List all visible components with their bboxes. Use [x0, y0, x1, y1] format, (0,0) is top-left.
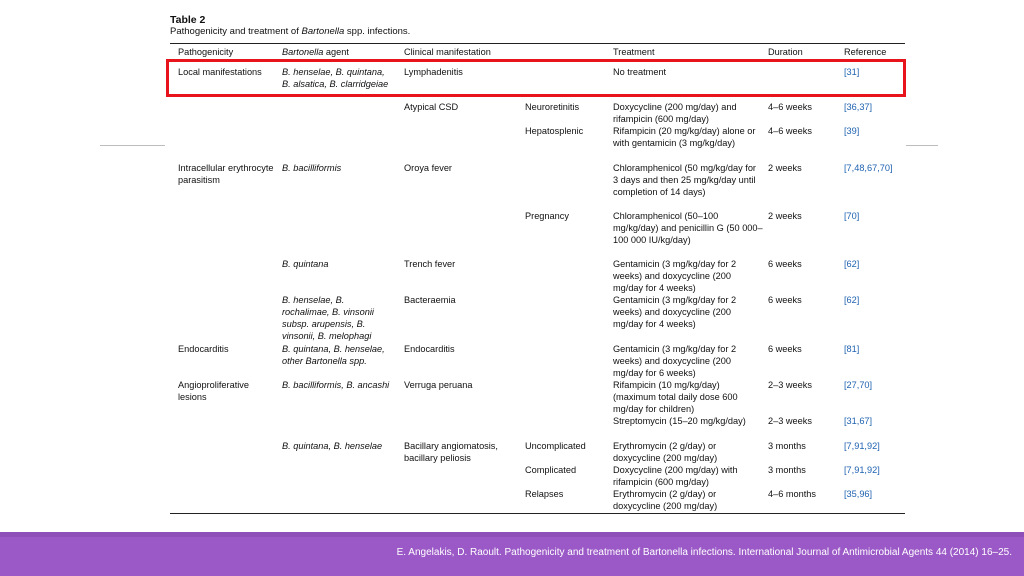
- cell-subtype: Complicated: [525, 465, 577, 475]
- header-duration: Duration: [768, 47, 803, 57]
- header-reference: Reference: [844, 47, 887, 57]
- cell-reference[interactable]: [70]: [844, 211, 860, 221]
- cell-reference[interactable]: [81]: [844, 344, 860, 354]
- cell-reference[interactable]: [7,91,92]: [844, 465, 880, 475]
- cell-duration: 4–6 weeks: [768, 102, 812, 112]
- cell-subtype: Pregnancy: [525, 211, 569, 221]
- footer-strip: [0, 532, 1024, 537]
- cell-treatment: Gentamicin (3 mg/kg/day for 2 weeks) and doxycycline (200 mg/day for 6 weeks): [613, 344, 737, 378]
- cell-treatment: Doxycycline (200 mg/day) with rifampicin (600 mg/day): [613, 465, 738, 487]
- slide-divider-left: [100, 145, 165, 146]
- cell-clinical-manifestation: Oroya fever: [404, 163, 452, 173]
- table-top-rule: [170, 43, 905, 44]
- cell-reference[interactable]: [36,37]: [844, 102, 873, 112]
- cell-treatment: Rifampicin (10 mg/kg/day) (maximum total daily dose 600 mg/day for children): [613, 380, 738, 414]
- cell-clinical-manifestation: Endocarditis: [404, 344, 455, 354]
- cell-agent: B. bacilliformis, B. ancashi: [282, 380, 390, 390]
- cell-treatment: Gentamicin (3 mg/kg/day for 2 weeks) and doxycycline (200 mg/day for 4 weeks): [613, 259, 737, 293]
- cell-duration: 6 weeks: [768, 295, 802, 305]
- cell-clinical-manifestation: Bacillary angiomatosis, bacillary peliosis: [404, 441, 498, 463]
- table-bottom-rule: [170, 513, 905, 514]
- cell-agent: B. quintana, B. henselae, other Bartonella spp.: [282, 344, 385, 366]
- cell-clinical-manifestation: Lymphadenitis: [404, 67, 463, 77]
- header-treatment: Treatment: [613, 47, 655, 57]
- table-document: [170, 14, 905, 511]
- header-clinical: Clinical manifestation: [404, 47, 491, 57]
- cell-reference[interactable]: [31]: [844, 67, 860, 77]
- cell-treatment: Gentamicin (3 mg/kg/day for 2 weeks) and doxycycline (200 mg/day for 4 weeks): [613, 295, 737, 329]
- header-agent-rest: agent: [323, 47, 349, 57]
- cell-reference[interactable]: [35,96]: [844, 489, 873, 499]
- caption-italic: Bartonella: [301, 26, 345, 37]
- cell-clinical-manifestation: Trench fever: [404, 259, 456, 269]
- cell-subtype: Neuroretinitis: [525, 102, 580, 112]
- cell-treatment: Erythromycin (2 g/day) or doxycycline (200 mg/day): [613, 489, 718, 511]
- cell-treatment: Chloramphenicol (50–100 mg/kg/day) and penicillin G (50 000–100 000 IU/kg/day): [613, 211, 763, 245]
- cell-pathogenicity: Intracellular erythrocyte parasitism: [178, 163, 274, 185]
- cell-clinical-manifestation: Bacteraemia: [404, 295, 456, 305]
- header-agent-italic: Bartonella: [282, 47, 324, 57]
- cell-pathogenicity: Endocarditis: [178, 344, 229, 354]
- cell-duration: 4–6 months: [768, 489, 817, 499]
- cell-duration: 4–6 weeks: [768, 126, 812, 136]
- footer-citation: E. Angelakis, D. Raoult. Pathogenicity and treatment of Bartonella infections. International Journal of Antimicrobial Agents 44 (2014) 16–25.: [396, 547, 1012, 558]
- cell-duration: 2 weeks: [768, 163, 802, 173]
- cell-treatment: Rifampicin (20 mg/kg/day) alone or with gentamicin (3 mg/kg/day): [613, 126, 756, 148]
- cell-duration: 3 months: [768, 441, 806, 451]
- cell-duration: 3 months: [768, 465, 806, 475]
- cell-duration: 2–3 weeks: [768, 416, 812, 426]
- cell-subtype: Relapses: [525, 489, 564, 499]
- caption-suffix: spp. infections.: [346, 26, 411, 37]
- cell-duration: 2 weeks: [768, 211, 802, 221]
- cell-pathogenicity: Angioproliferative lesions: [178, 380, 249, 402]
- cell-subtype: Hepatosplenic: [525, 126, 584, 136]
- cell-duration: 6 weeks: [768, 259, 802, 269]
- cell-reference[interactable]: [62]: [844, 259, 860, 269]
- highlight-box: [166, 59, 906, 97]
- cell-subtype: Uncomplicated: [525, 441, 586, 451]
- cell-treatment: Chloramphenicol (50 mg/kg/day for 3 days and then 25 mg/kg/day until completion of 14 days): [613, 163, 756, 197]
- slide-divider-right: [906, 145, 938, 146]
- cell-agent: B. quintana, B. henselae: [282, 441, 383, 451]
- table-label: Table 2: [170, 14, 206, 26]
- cell-agent: B. quintana: [282, 259, 329, 269]
- cell-clinical-manifestation: Verruga peruana: [404, 380, 473, 390]
- cell-clinical-manifestation: Atypical CSD: [404, 102, 459, 112]
- header-pathogenicity: Pathogenicity: [178, 47, 234, 57]
- cell-duration: 6 weeks: [768, 344, 802, 354]
- cell-reference[interactable]: [62]: [844, 295, 860, 305]
- cell-duration: 2–3 weeks: [768, 380, 812, 390]
- cell-reference[interactable]: [7,91,92]: [844, 441, 880, 451]
- caption-prefix: Pathogenicity and treatment of: [170, 26, 299, 37]
- cell-agent: B. henselae, B. rochalimae, B. vinsonii subsp. arupensis, B. vinsonii, B. melophagi: [282, 295, 374, 341]
- cell-treatment: No treatment: [613, 67, 667, 77]
- cell-reference[interactable]: [27,70]: [844, 380, 873, 390]
- header-agent: [282, 46, 349, 58]
- cell-treatment: Streptomycin (15–20 mg/kg/day): [613, 416, 746, 426]
- cell-treatment: Doxycycline (200 mg/day) and rifampicin (600 mg/day): [613, 102, 737, 124]
- cell-agent: B. henselae, B. quintana, B. alsatica, B. clarridgeiae: [282, 67, 389, 89]
- cell-reference[interactable]: [7,48,67,70]: [844, 163, 893, 173]
- table-caption: [170, 26, 905, 38]
- cell-treatment: Erythromycin (2 g/day) or doxycycline (200 mg/day): [613, 441, 718, 463]
- cell-reference[interactable]: [31,67]: [844, 416, 873, 426]
- cell-agent: B. bacilliformis: [282, 163, 342, 173]
- cell-pathogenicity: Local manifestations: [178, 67, 262, 77]
- cell-reference[interactable]: [39]: [844, 126, 860, 136]
